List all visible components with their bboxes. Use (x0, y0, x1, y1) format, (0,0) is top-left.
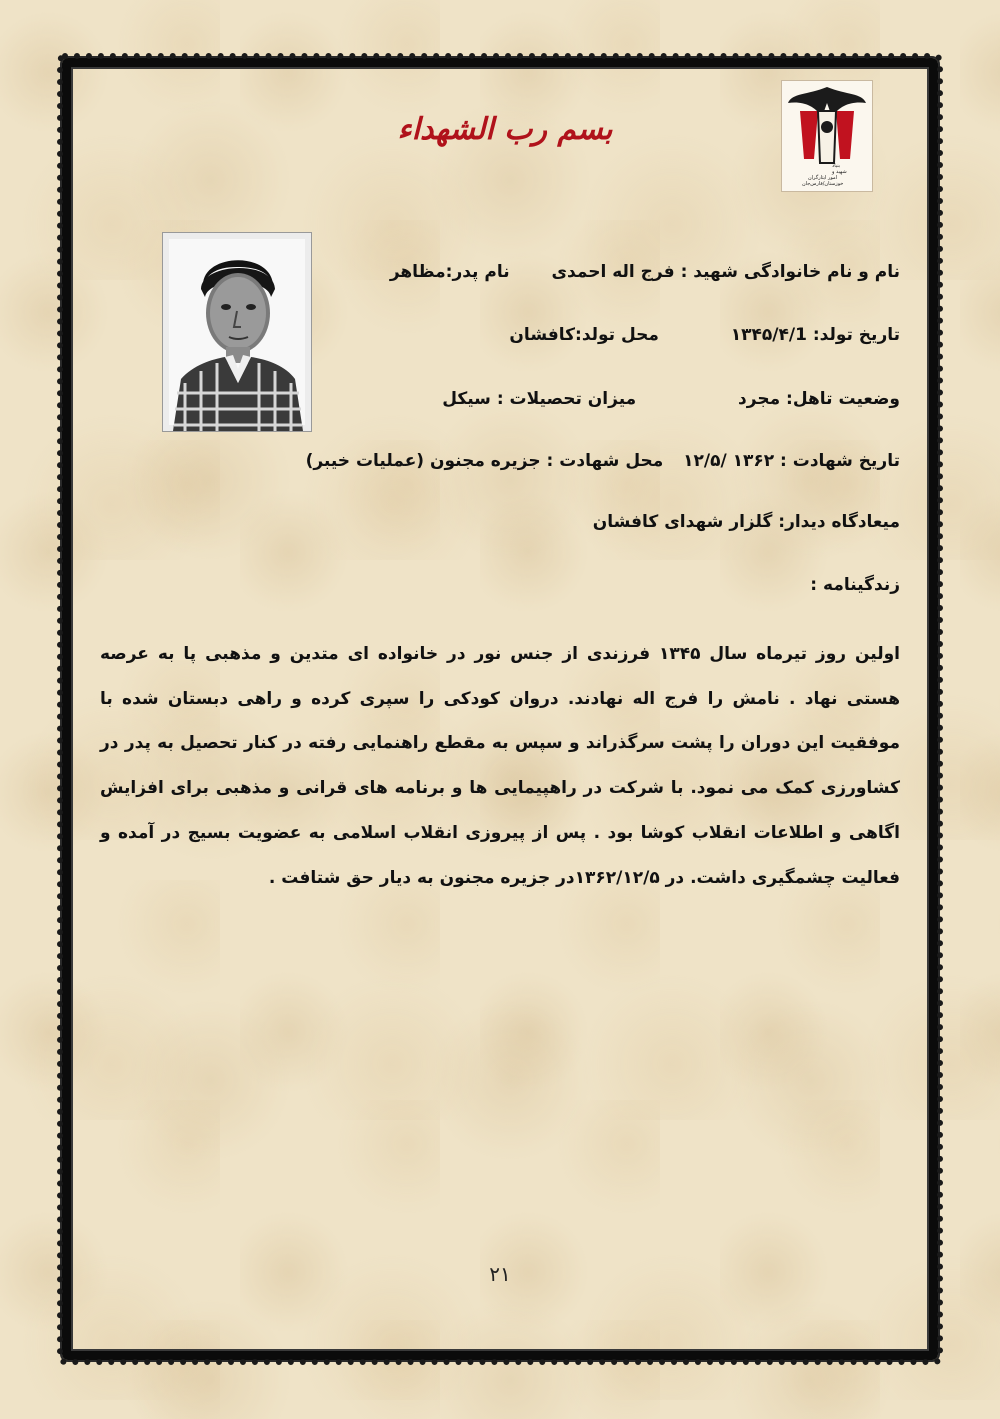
biography-text (100, 632, 900, 900)
martyrdom-place-value: جزیره مجنون (عملیات خیبر) (305, 451, 541, 471)
biography-paragraph: اولین روز تیرماه سال ۱۳۴۵ فرزندی از جنس نور در خانواده ای متدین و مذهبی پا به عرصه هستی نهاد . نامش را فرج اله نهادند. دروان کودکی را سپری کرده و راهی دبستان شده با موفقیت این دوران را پشت سرگذراند و سپس به مقطع راهنمایی رفته در کنار تحصیل به پدر در کشاورزی کمک می نمود. با شرکت در راهپیمایی ها و برنامه های قرانی و مذهبی برای افزایش اگاهی و اطلاعات انقلاب کوشا بود . پس از پیروزی انقلاب اسلامی به عضویت بسیج در آمده و فعالیت چشمگیری داشت. در ۱۳۶۲/۱۲/۵در جزیره مجنون به دیار حق شتافت . (100, 644, 900, 888)
foundation-logo (781, 80, 873, 192)
page-number: ۲۱ (489, 1262, 511, 1286)
martyrdom-place-label: محل شهادت : (546, 451, 664, 471)
foundation-logo-emblem (782, 81, 872, 191)
birth-line (509, 325, 900, 345)
logo-text-line-1: بنیاد (832, 163, 841, 169)
logo-text-line-3: امور ایثارگران (808, 175, 838, 181)
father-name-label: نام پدر: (445, 262, 510, 282)
biography-heading: زندگینامه : (810, 575, 900, 595)
logo-text-line-4: خوزستان/فارس‌جان (802, 181, 844, 187)
martyrdom-date-label: تاریخ شهادت : (780, 451, 900, 471)
meeting-place-label: میعادگاه دیدار: (778, 512, 900, 532)
name-label: نام و نام خانوادگی شهید : (680, 262, 900, 282)
birth-date-label: تاریخ تولد: (812, 325, 900, 345)
meeting-place-value: گلزار شهدای کافشان (592, 512, 773, 532)
logo-text-line-2: شهید و (832, 169, 847, 175)
name-line (390, 262, 900, 282)
page-title: بسم رب الشهداء (397, 112, 613, 147)
martyrdom-date-value: ۱۳۶۲ /۱۲/۵ (683, 451, 775, 471)
birth-place-label: محل تولد: (575, 325, 659, 345)
education-value: سیکل (442, 389, 491, 409)
martyr-photo (162, 232, 312, 432)
marital-status-value: مجرد (738, 389, 781, 409)
name-value: فرج اله احمدی (551, 262, 675, 282)
martyrdom-line (306, 451, 900, 471)
meeting-place-line (593, 512, 900, 532)
status-line (442, 389, 900, 409)
birth-date-value: ۱۳۴۵/۴/1 (730, 325, 807, 345)
father-name-value: مظاهر (389, 262, 446, 282)
marital-status-label: وضعیت تاهل: (786, 389, 900, 409)
birth-place-value: کافشان (509, 325, 576, 345)
education-label: میزان تحصیلات : (496, 389, 637, 409)
